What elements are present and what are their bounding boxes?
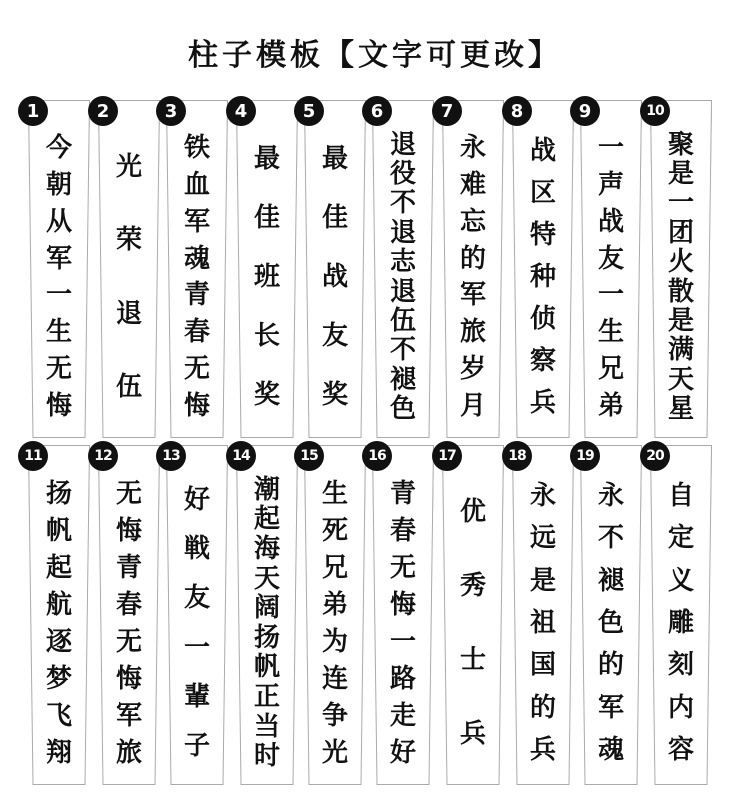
pillar-character: 奖 xyxy=(253,379,280,410)
pillar-character: 光 xyxy=(321,737,348,768)
pillar-number-badge: 5 xyxy=(294,96,324,126)
pillar-character: 役 xyxy=(389,159,416,190)
pillar-character: 的 xyxy=(459,243,486,274)
pillar-character: 雕 xyxy=(667,607,694,638)
pillar-character: 是 xyxy=(667,306,694,337)
pillar-character: 退 xyxy=(389,129,416,160)
pillar-character: 起 xyxy=(253,504,280,535)
pillar-number-badge: 11 xyxy=(18,441,48,471)
pillar-character: 是 xyxy=(529,565,556,596)
pillar-text xyxy=(650,475,712,771)
pillar-character: 光 xyxy=(115,151,142,182)
pillar-text xyxy=(236,475,298,771)
pillar-number-badge: 8 xyxy=(502,96,532,126)
pillar-number-badge: 6 xyxy=(362,96,392,126)
pillar-character: 一 xyxy=(597,133,624,164)
pillar-character: 军 xyxy=(597,692,624,723)
pillar-text xyxy=(372,475,434,771)
pillar-character: 义 xyxy=(667,565,694,596)
pillar-character: 最 xyxy=(321,144,348,175)
pillar-character: 时 xyxy=(253,741,280,772)
pillar-character: 悔 xyxy=(183,390,210,421)
pillar-character: 阔 xyxy=(253,593,280,624)
pillar-character: 班 xyxy=(253,261,280,292)
pillar-text xyxy=(512,130,574,424)
pillar-character: 佳 xyxy=(321,203,348,234)
pillar-character: 军 xyxy=(183,206,210,237)
page-title: 柱子模板【文字可更改】 xyxy=(188,38,562,73)
pillar-character: 正 xyxy=(253,681,280,712)
pillar-character: 魂 xyxy=(597,734,624,765)
pillar-character: 悔 xyxy=(115,663,142,694)
pillar-character: 死 xyxy=(321,515,348,546)
pillar-character: 伍 xyxy=(389,306,416,337)
pillar-character: 特 xyxy=(529,220,556,250)
pillar-number-badge: 17 xyxy=(432,441,462,471)
pillar-text xyxy=(304,475,366,771)
pillar-text xyxy=(304,130,366,424)
pillar-number-badge: 1 xyxy=(18,96,48,126)
pillar-character: 兵 xyxy=(529,388,556,418)
pillar-character: 帆 xyxy=(45,515,72,546)
pillar-character: 自 xyxy=(667,481,694,512)
pillar-character: 友 xyxy=(183,583,210,614)
pillar-character: 不 xyxy=(389,188,416,219)
pillar-number-badge: 4 xyxy=(226,96,256,126)
pillar-character: 是 xyxy=(667,159,694,190)
pillar-text xyxy=(166,475,228,771)
pillar-character: 战 xyxy=(529,136,556,166)
pillar-character: 从 xyxy=(45,206,72,237)
pillar-number-badge: 7 xyxy=(432,96,462,126)
pillar-character: 容 xyxy=(667,734,694,765)
pillar-character: 一 xyxy=(389,626,416,657)
pillar-character: 生 xyxy=(597,317,624,348)
pillar-character: 逐 xyxy=(45,626,72,657)
pillar-character: 优 xyxy=(459,497,486,527)
pillar-character: 兵 xyxy=(529,734,556,765)
pillar-character: 散 xyxy=(667,276,694,307)
pillar-character: 无 xyxy=(45,353,72,384)
pillar-character: 月 xyxy=(459,390,486,421)
pillar-character: 区 xyxy=(529,178,556,208)
pillar-text xyxy=(442,130,504,424)
pillar-character: 军 xyxy=(459,280,486,311)
pillar-character: 侦 xyxy=(529,304,556,334)
pillar-number-badge: 9 xyxy=(570,96,600,126)
pillar-character: 岁 xyxy=(459,353,486,384)
pillar-character: 輩 xyxy=(183,681,210,712)
pillar-text xyxy=(512,475,574,771)
pillar-character: 无 xyxy=(115,626,142,657)
pillar-character: 褪 xyxy=(389,364,416,395)
pillar-character: 梦 xyxy=(45,663,72,694)
pillar-character: 奖 xyxy=(321,379,348,410)
pillar-character: 春 xyxy=(115,589,142,620)
pillar-character: 退 xyxy=(389,276,416,307)
pillar-character: 好 xyxy=(183,484,210,515)
pillar-character: 起 xyxy=(45,552,72,583)
pillar-character: 祖 xyxy=(529,607,556,638)
pillar-text xyxy=(372,130,434,424)
pillar-character: 今 xyxy=(45,133,72,164)
pillar-character: 志 xyxy=(389,247,416,278)
pillar-character: 难 xyxy=(459,170,486,201)
pillar-character: 一 xyxy=(45,280,72,311)
pillar-character: 忘 xyxy=(459,206,486,237)
pillar-character: 战 xyxy=(597,206,624,237)
pillar-character: 种 xyxy=(529,262,556,292)
pillar-character: 一 xyxy=(597,280,624,311)
pillar-character: 察 xyxy=(529,346,556,376)
pillar-character: 兵 xyxy=(459,719,486,749)
pillar-character: 无 xyxy=(183,353,210,384)
pillar-character: 青 xyxy=(389,478,416,509)
pillar-character: 永 xyxy=(529,481,556,512)
pillar-text xyxy=(98,475,160,771)
pillar-character: 国 xyxy=(529,650,556,681)
pillar-character: 弟 xyxy=(321,589,348,620)
pillar-text xyxy=(98,130,160,424)
pillar-character: 内 xyxy=(667,692,694,723)
pillar-character: 不 xyxy=(597,523,624,554)
pillar-number-badge: 3 xyxy=(156,96,186,126)
pillar-character: 军 xyxy=(115,700,142,731)
pillar-character: 潮 xyxy=(253,474,280,505)
pillar-character: 定 xyxy=(667,523,694,554)
pillar-number-badge: 19 xyxy=(570,441,600,471)
pillar-character: 青 xyxy=(183,280,210,311)
pillar-character: 聚 xyxy=(667,129,694,160)
pillar-character: 铁 xyxy=(183,133,210,164)
pillar-character: 好 xyxy=(389,737,416,768)
pillar-character: 秀 xyxy=(459,571,486,601)
pillar-character: 友 xyxy=(321,320,348,351)
pillar-character: 满 xyxy=(667,335,694,366)
pillar-number-badge: 20 xyxy=(640,441,670,471)
pillar-text xyxy=(28,130,90,424)
pillar-number-badge: 13 xyxy=(156,441,186,471)
pillar-character: 退 xyxy=(389,217,416,248)
pillar-character: 戦 xyxy=(183,533,210,564)
pillar-number-badge: 10 xyxy=(640,96,670,126)
pillar-character: 火 xyxy=(667,247,694,278)
pillar-character: 春 xyxy=(389,515,416,546)
pillar-character: 军 xyxy=(45,243,72,274)
pillar-text xyxy=(580,475,642,771)
pillar-character: 旅 xyxy=(459,317,486,348)
pillar-character: 声 xyxy=(597,170,624,201)
pillar-number-badge: 2 xyxy=(88,96,118,126)
pillar-character: 星 xyxy=(667,394,694,425)
pillar-character: 悔 xyxy=(389,589,416,620)
pillar-character: 扬 xyxy=(45,478,72,509)
pillar-character: 远 xyxy=(529,523,556,554)
pillar-character: 的 xyxy=(529,692,556,723)
pillar-number-badge: 12 xyxy=(88,441,118,471)
pillar-character: 飞 xyxy=(45,700,72,731)
pillar-character: 天 xyxy=(253,563,280,594)
pillar-character: 为 xyxy=(321,626,348,657)
pillar-character: 褪 xyxy=(597,565,624,596)
pillar-character: 扬 xyxy=(253,622,280,653)
pillar-character: 生 xyxy=(45,317,72,348)
pillar-character: 争 xyxy=(321,700,348,731)
pillar-character: 弟 xyxy=(597,390,624,421)
pillar-character: 无 xyxy=(115,478,142,509)
pillar-text xyxy=(580,130,642,424)
pillar-text xyxy=(236,130,298,424)
pillar-character: 永 xyxy=(459,133,486,164)
pillar-character: 色 xyxy=(597,607,624,638)
pillar-character: 刻 xyxy=(667,650,694,681)
pillar-character: 天 xyxy=(667,364,694,395)
pillar-character: 一 xyxy=(183,632,210,663)
pillar-character: 帆 xyxy=(253,652,280,683)
pillar-character: 翔 xyxy=(45,737,72,768)
pillar-character: 航 xyxy=(45,589,72,620)
pillar-character: 友 xyxy=(597,243,624,274)
pillar-number-badge: 16 xyxy=(362,441,392,471)
pillar-character: 子 xyxy=(183,731,210,762)
pillar-character: 不 xyxy=(389,335,416,366)
pillar-character: 兄 xyxy=(321,552,348,583)
pillar-character: 魂 xyxy=(183,243,210,274)
pillar-character: 佳 xyxy=(253,203,280,234)
pillar-character: 的 xyxy=(597,650,624,681)
pillar-character: 朝 xyxy=(45,170,72,201)
pillar-character: 伍 xyxy=(115,372,142,403)
pillar-character: 海 xyxy=(253,533,280,564)
pillar-character: 兄 xyxy=(597,353,624,384)
pillar-character: 路 xyxy=(389,663,416,694)
pillar-character: 士 xyxy=(459,645,486,675)
pillar-character: 战 xyxy=(321,261,348,292)
pillar-character: 走 xyxy=(389,700,416,731)
pillar-character: 悔 xyxy=(45,390,72,421)
pillar-text xyxy=(650,130,712,424)
pillar-character: 退 xyxy=(115,298,142,329)
pillar-character: 荣 xyxy=(115,225,142,256)
pillar-character: 春 xyxy=(183,317,210,348)
pillar-number-badge: 15 xyxy=(294,441,324,471)
pillar-character: 青 xyxy=(115,552,142,583)
pillar-text xyxy=(166,130,228,424)
pillar-character: 生 xyxy=(321,478,348,509)
pillar-character: 当 xyxy=(253,711,280,742)
pillar-character: 旅 xyxy=(115,737,142,768)
pillar-character: 血 xyxy=(183,170,210,201)
pillar-character: 永 xyxy=(597,481,624,512)
pillar-character: 一 xyxy=(667,188,694,219)
pillar-text xyxy=(442,475,504,771)
pillar-text xyxy=(28,475,90,771)
pillar-number-badge: 18 xyxy=(502,441,532,471)
pillar-number-badge: 14 xyxy=(226,441,256,471)
pillar-character: 悔 xyxy=(115,515,142,546)
pillar-character: 连 xyxy=(321,663,348,694)
pillar-character: 长 xyxy=(253,320,280,351)
pillar-character: 色 xyxy=(389,394,416,425)
pillar-character: 团 xyxy=(667,217,694,248)
pillar-character: 无 xyxy=(389,552,416,583)
pillar-character: 最 xyxy=(253,144,280,175)
